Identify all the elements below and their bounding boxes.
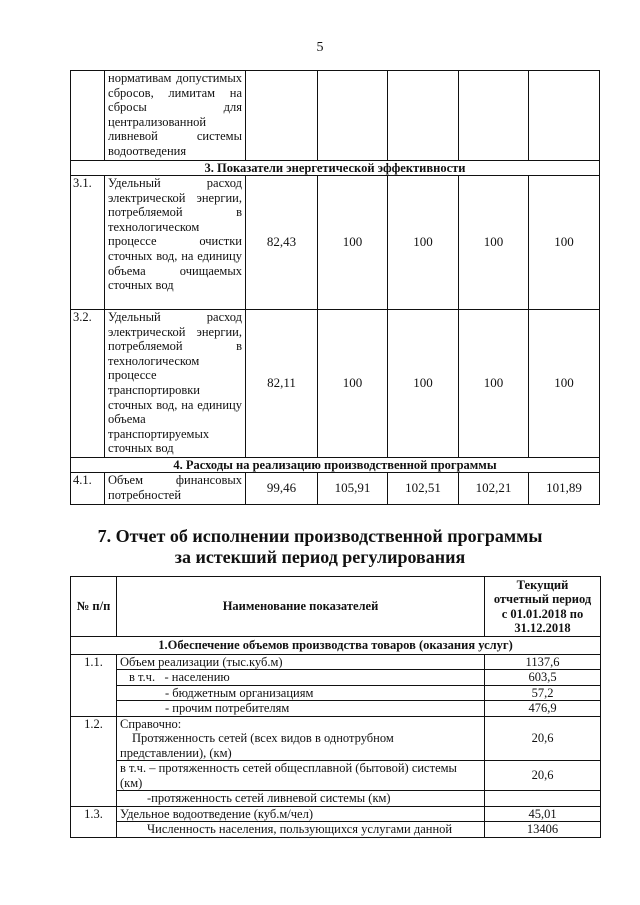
value-cell: 82,11	[246, 310, 318, 458]
indicator-name-cell: -протяженность сетей ливневой системы (км)	[117, 791, 485, 807]
table-row	[71, 822, 601, 838]
period-line: с 01.01.2018 по	[501, 606, 584, 621]
table-header-row	[71, 577, 601, 637]
value-cell: 100	[459, 176, 529, 310]
row-number-cell: 1.3.	[71, 806, 117, 837]
section-heading-line1: 7. Отчет об исполнении производственной программы	[97, 526, 543, 546]
value-cell: 100	[529, 310, 600, 458]
table-row	[71, 176, 600, 310]
indicator-name-cell: нормативам допустимых сбросов, лимитам на сбросы для централизованной ливневой системы водоотведения	[105, 71, 246, 161]
period-line: Текущий	[516, 577, 569, 592]
value-cell: 101,89	[529, 473, 600, 505]
value-cell: 100	[388, 176, 459, 310]
value-cell: 20,6	[485, 761, 601, 791]
table-row	[71, 791, 601, 807]
indicator-name-cell: Удельное водоотведение (куб.м/чел)	[117, 806, 485, 822]
table-row	[71, 473, 600, 505]
value-cell: 45,01	[485, 806, 601, 822]
value-cell: 57,2	[485, 685, 601, 701]
value-cell: 100	[318, 176, 388, 310]
value-cell: 82,43	[246, 176, 318, 310]
value-cell: 100	[318, 310, 388, 458]
name-text: - населению	[164, 670, 230, 684]
table-row	[71, 685, 601, 701]
table-row	[71, 670, 601, 686]
section-row	[71, 161, 600, 176]
indicator-name-cell	[117, 716, 485, 761]
value-cell	[246, 71, 318, 161]
value-cell: 603,5	[485, 670, 601, 686]
indicator-name-cell: - бюджетным организациям	[117, 685, 485, 701]
table-row	[71, 761, 601, 791]
value-cell	[388, 71, 459, 161]
row-number-cell: 3.1.	[71, 176, 105, 310]
row-number-cell: 3.2.	[71, 310, 105, 458]
section-row	[71, 637, 601, 655]
section-title: 1.Обеспечение объемов производства товаров (оказания услуг)	[71, 637, 601, 655]
row-number-cell: 4.1.	[71, 473, 105, 505]
value-cell	[529, 71, 600, 161]
indicator-name-cell	[117, 670, 485, 686]
value-cell: 20,6	[485, 716, 601, 761]
value-cell: 102,51	[388, 473, 459, 505]
indicator-name-cell: в т.ч. – протяженность сетей общесплавной (бытовой) системы (км)	[117, 761, 485, 791]
table-row	[71, 716, 601, 761]
period-line: отчетный период	[493, 592, 592, 606]
section-row	[71, 458, 600, 473]
value-cell: 1137,6	[485, 654, 601, 670]
indicator-name-cell: Численность населения, пользующихся услугами данной	[117, 822, 485, 838]
row-number-cell: 1.2.	[71, 716, 117, 806]
value-cell	[485, 791, 601, 807]
table-row	[71, 310, 600, 458]
prefix-text: в т.ч.	[129, 670, 156, 684]
section-title: 3. Показатели энергетической эффективности	[71, 161, 600, 176]
indicators-table	[70, 70, 600, 505]
value-cell: 105,91	[318, 473, 388, 505]
reference-label: Справочно:	[120, 716, 182, 731]
value-cell: 102,21	[459, 473, 529, 505]
indicator-name-cell: Удельный расход электрической энергии, потребляемой в технологическом процессе транспортировки сточных вод, на единицу объема транспортируемых сточных вод	[105, 310, 246, 458]
value-cell: 100	[459, 310, 529, 458]
page-number: 5	[316, 40, 324, 55]
indicator-name-cell: Объем финансовых потребностей	[105, 473, 246, 505]
indicator-name-cell: Объем реализации (тыс.куб.м)	[117, 654, 485, 670]
table-row	[71, 654, 601, 670]
column-header-period	[485, 577, 601, 637]
value-cell: 100	[388, 310, 459, 458]
table-row	[71, 71, 600, 161]
table-row	[71, 806, 601, 822]
value-cell: 13406	[485, 822, 601, 838]
value-cell	[459, 71, 529, 161]
report-table	[70, 576, 601, 838]
column-header-number: № п/п	[71, 577, 117, 637]
value-cell: 100	[529, 176, 600, 310]
value-cell: 99,46	[246, 473, 318, 505]
period-line: 31.12.2018	[514, 621, 571, 635]
section-heading-line2: за истекший период регулирования	[174, 547, 466, 567]
value-cell: 476,9	[485, 701, 601, 717]
table-row	[71, 701, 601, 717]
indicator-name-cell: Удельный расход электрической энергии, потребляемой в технологическом процессе очистки сточных вод, на единицу объема очищаемых сточных вод	[105, 176, 246, 310]
name-text: Протяженность сетей (всех видов в однотрубном представлении), (км)	[120, 731, 394, 760]
indicator-name-cell: - прочим потребителям	[117, 701, 485, 717]
section-title: 4. Расходы на реализацию производственной программы	[71, 458, 600, 473]
value-cell	[318, 71, 388, 161]
row-number-cell: 1.1.	[71, 654, 117, 716]
row-number-cell	[71, 71, 105, 161]
column-header-name: Наименование показателей	[117, 577, 485, 637]
